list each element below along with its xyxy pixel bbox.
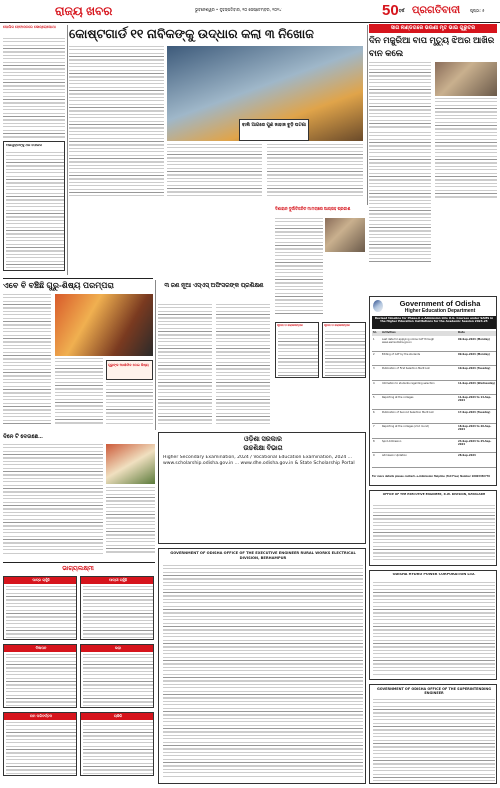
- gov-cell-date: 11-Sep-2024 (Wednesday): [458, 381, 496, 385]
- notice-info-1: [275, 322, 319, 378]
- tender-ohpc: [369, 570, 497, 680]
- notice-info-2-title: ସୂଚନା ଓ ଲୋକସମ୍ପର୍କ: [324, 324, 350, 327]
- mid-body-col1: [158, 304, 212, 424]
- table-row: [372, 410, 496, 425]
- gov-table-header: [372, 331, 496, 336]
- classified-item-title: ଚାକିରି: [81, 713, 154, 720]
- right-body-col3: [369, 132, 431, 262]
- lead-body-col1: [69, 46, 164, 196]
- gov-dept: Higher Education Department: [404, 308, 476, 314]
- gov-notice: [369, 296, 497, 486]
- caption-text: ବାଲି ଆଗରେ ପୁଣ ଜାହାଜ ବୁଡ଼ି ଘଟଣା: [242, 122, 307, 127]
- bottom-left-headline: ଦିନେ ଟି ଦେଉଛେ...: [3, 434, 43, 440]
- gov-cell-sl: 5: [373, 396, 375, 399]
- gov-cell-sl: 8: [373, 439, 375, 443]
- guru-inset-text: ଗୁରୁଙ୍କ ଆଶୀର୍ବାଦ ନେଇ ଶିଷ୍ୟ: [108, 363, 149, 367]
- classified-item: [3, 712, 77, 776]
- classified-item: [3, 576, 77, 640]
- classifieds-title: ଭାଗ୍ୟଲକ୍ଷ୍ମୀ: [62, 566, 94, 572]
- classified-item: [80, 644, 154, 708]
- gov-cell-activity: Publication of Second Selection Merit List: [382, 410, 434, 414]
- table-row: [372, 352, 496, 367]
- gov-title: Government of Odisha: [399, 299, 481, 308]
- brand-name: ପ୍ରଗତିବାଦୀ: [412, 5, 461, 16]
- gov-cell-date: 10-Sep-2024 (Tuesday): [458, 367, 491, 370]
- tender-berhampur-title: GOVERNMENT OF ODISHA OFFICE OF THE EXECUTIVE ENGINEER RURAL WORKS ELECTRICAL DIVISION, BERHAMPUR: [170, 551, 356, 560]
- gov-cell-date: 09-Sep-2024 (Monday): [458, 352, 490, 356]
- classifieds-rule: [3, 562, 155, 563]
- tender-se-body: [373, 699, 495, 781]
- right-body-col2: [435, 98, 497, 198]
- left-kicker: ପୋଲିସ ହେଫାଜତରେ କୋଳ୍ଲୋପୋଥା: [3, 25, 56, 29]
- cm-photo: [325, 218, 365, 252]
- right-headline: ଦିନ ମଜୁରିଆ ବାପ ମୃତ୍ୟୁ ଝିଅର ଆଖିର ବାନ କଲେ: [369, 35, 495, 58]
- table-row: [372, 366, 496, 381]
- gov-cell-activity: Reporting at the colleges (2nd round): [382, 425, 429, 428]
- masthead-rule: [0, 22, 500, 23]
- bottom-left-photo: [106, 444, 155, 484]
- right-banner: ସାଗ ନାଣ୍ଡଗରେ ଭଉଣୀ ମୃତ ଭାଇ ଗୁରୁତର: [369, 24, 497, 33]
- mid-headline: ୩ ଜଣ ନୂଆ ଏସ୍‌ଏସ୍ ଅଫିସରଙ୍କ ପ୍ରଶିକ୍ଷଣ: [164, 283, 264, 289]
- bottom-left-story: [3, 432, 155, 558]
- bottom-left-body-2: [106, 487, 155, 554]
- table-row: [372, 395, 496, 410]
- odisha-notice-heading: ଓଡ଼ିଶା ସରକାର: [244, 436, 282, 443]
- col-divider-1: [67, 25, 68, 275]
- odisha-notice-text: Higher Secondary Examination, 2024 / Vocational Education Examination, 2024 ... www.scholarship.odisha.gov.in ... www.dhe.odisha.gov.in & State Scholarship Portal: [163, 455, 355, 467]
- dateline: ଭୁବନେଶ୍ୱର • ବୃହସ୍ପତିବାର, ୨୦ ସେପ୍ଟେମ୍ବର, ୨୦୨୪: [195, 7, 282, 12]
- masthead: [0, 0, 500, 22]
- left-column: [3, 25, 65, 275]
- gov-cell-sl: 7: [373, 425, 375, 428]
- right-body-col1: [369, 62, 431, 130]
- classified-item-title: ବିଜ୍ଞାପନ: [4, 645, 77, 652]
- tender-se: [369, 684, 497, 784]
- gov-cell-date: 11-Sep-2024 to 14-Sep-2024: [458, 396, 492, 403]
- left-body-text: [3, 38, 65, 138]
- lead-photo-caption: [239, 119, 309, 141]
- gov-cell-date: 28-Sep-2024: [458, 454, 476, 457]
- gov-th-date: Date: [458, 331, 465, 334]
- table-row: [372, 381, 496, 396]
- left-subhead: ଅଭିଯୁକ୍ତଙ୍କୁ ଧରି ପୋଲିସ: [6, 144, 42, 147]
- gov-cell-activity: Admission Updation: [382, 454, 407, 457]
- guru-body-col3: [106, 382, 153, 424]
- gov-cell-sl: 2: [373, 352, 375, 356]
- classified-item-title: ଭଡ଼ା: [81, 645, 154, 652]
- gov-cell-sl: 9: [373, 454, 375, 457]
- odisha-notice-sub: ଉଚ୍ଚଶିକ୍ଷା ବିଭାଗ: [243, 445, 283, 452]
- tender-nayagarh: [369, 490, 497, 566]
- gov-cell-sl: 3: [373, 367, 375, 370]
- guru-story: [3, 280, 153, 430]
- classified-item: [3, 644, 77, 708]
- lead-body-col2: [167, 144, 262, 196]
- col-divider-2: [367, 25, 368, 205]
- guru-body-col2: [55, 358, 103, 424]
- tender-berhampur-body: [163, 565, 363, 779]
- anniversary-number: 50: [382, 2, 399, 19]
- page-number: ପୃଷ୍ଠା: ୫: [470, 8, 485, 13]
- rule-guru: [3, 278, 153, 279]
- gov-cell-sl: 1: [373, 338, 375, 341]
- gov-cell-activity: Publication of First Selection Merit List: [382, 367, 430, 370]
- gov-cell-date: 24-Sep-2024 to 25-Sep-2024: [458, 439, 492, 446]
- gov-cell-activity: Editing of CAF by the students: [382, 352, 421, 356]
- classified-item: [80, 576, 154, 640]
- right-photo: [435, 62, 497, 96]
- guru-body-col1: [3, 294, 51, 424]
- gov-cell-activity: Spot Admission: [382, 439, 402, 443]
- gov-th-sl: Sl.: [373, 331, 377, 334]
- left-inset-box: [3, 141, 65, 271]
- tender-ohpc-body: [373, 582, 495, 677]
- lead-body-col3: [267, 144, 363, 196]
- table-row: [372, 453, 496, 468]
- table-row: [372, 337, 496, 352]
- col-divider-3: [155, 280, 156, 430]
- classified-item-title: ନାମ ପରିବର୍ତ୍ତନ: [4, 713, 77, 720]
- notice-info-1-body: [278, 331, 318, 377]
- gov-cell-sl: 4: [373, 381, 375, 385]
- tender-nayagarh-body: [373, 505, 495, 563]
- left-inset-text: [6, 152, 64, 268]
- odisha-notice: [158, 432, 366, 544]
- anniversary-suffix: ବର୍ଷ: [398, 8, 405, 13]
- gov-table: [372, 331, 496, 471]
- cm-story: [275, 206, 365, 318]
- classified-item-body: [83, 586, 153, 638]
- gov-cell-activity: Last date for applying online CAF through www.samsodisha.gov.in: [382, 338, 435, 345]
- classified-item-body: [6, 722, 76, 774]
- cm-body: [275, 218, 323, 314]
- gov-cell-sl: 6: [373, 410, 375, 414]
- cm-headline: ଦିଶାହୀନ ଦୁର୍ନୀତିଜନିତ ମାମଲାରେ ଆଗ୍ରହ ପ୍ରକାଶ: [275, 206, 351, 211]
- classifieds: [3, 564, 155, 784]
- gov-cell-activity: Reporting at the colleges: [382, 396, 414, 399]
- guru-inset: [106, 360, 153, 380]
- tender-nayagarh-title: OFFICE OF THE EXECUTIVE ENGINEER, R.W. DIVISION, NAYAGARH: [382, 493, 486, 496]
- notice-info-1-title: ସୂଚନା ଓ ଲୋକସମ୍ପର୍କ: [277, 324, 303, 327]
- tender-ohpc-title: ODISHA HYDRO POWER CORPORATION LTD.: [392, 573, 476, 576]
- notice-info-2: [322, 322, 366, 378]
- classified-item-title: ପାତ୍ରୀ ଚାହୁଁଛି: [81, 577, 154, 584]
- table-row: [372, 424, 496, 439]
- mid-body-col2: [216, 304, 270, 424]
- gov-cell-date: 09-Sep-2024 (Monday): [458, 338, 490, 341]
- classified-item: [80, 712, 154, 776]
- lead-story: [69, 24, 365, 204]
- gov-cell-activity: Intimation to students regarding selection: [382, 381, 435, 385]
- table-row: [372, 439, 496, 454]
- tender-berhampur: [158, 548, 366, 784]
- lead-headline: କୋଷ୍ଟଗାର୍ଡ ୧୧ ନାବିକଙ୍କୁ ଉଦ୍ଧାର କଲା ୩ ନିଖୋଜ: [69, 27, 314, 41]
- classified-item-body: [6, 586, 76, 638]
- classified-item-body: [83, 654, 153, 706]
- classified-item-body: [83, 722, 153, 774]
- gov-footer: For more details please contact- e-Admission Helpline (Toll Free) Number 18003456770: [372, 475, 490, 478]
- guru-headline: ଏବେ ବି ବଞ୍ଚିଛି ଗୁରୁ-ଶିଷ୍ୟ ପରମ୍ପରା: [3, 281, 115, 290]
- classified-item-body: [6, 654, 76, 706]
- gov-th-activity: Activities: [382, 331, 396, 334]
- classified-item-title: ପାତ୍ର ଚାହୁଁଛି: [4, 577, 77, 584]
- anniversary-logo: [382, 1, 412, 21]
- right-top-story: [369, 24, 497, 294]
- tender-se-title: GOVERNMENT OF ODISHA OFFICE OF THE SUPERINTENDING ENGINEER: [376, 687, 492, 696]
- guru-photo: [55, 294, 153, 356]
- mid-story: [158, 282, 270, 430]
- section-title: ରାଜ୍ୟ ଖବର: [55, 4, 113, 18]
- gov-cell-date: 17-Sep-2024 (Tuesday): [458, 410, 491, 414]
- bottom-left-body: [3, 444, 103, 554]
- gov-cell-date: 18-Sep-2024 to 20-Sep-2024: [458, 425, 492, 432]
- gov-subtitle: Revised timeline for Phase-II e-Admission into U.G. Courses under SAMS in the Higher Education Institutions for the Academic Session 2024-25: [372, 316, 496, 329]
- gov-emblem: [373, 300, 383, 312]
- notice-info-2-body: [325, 331, 365, 377]
